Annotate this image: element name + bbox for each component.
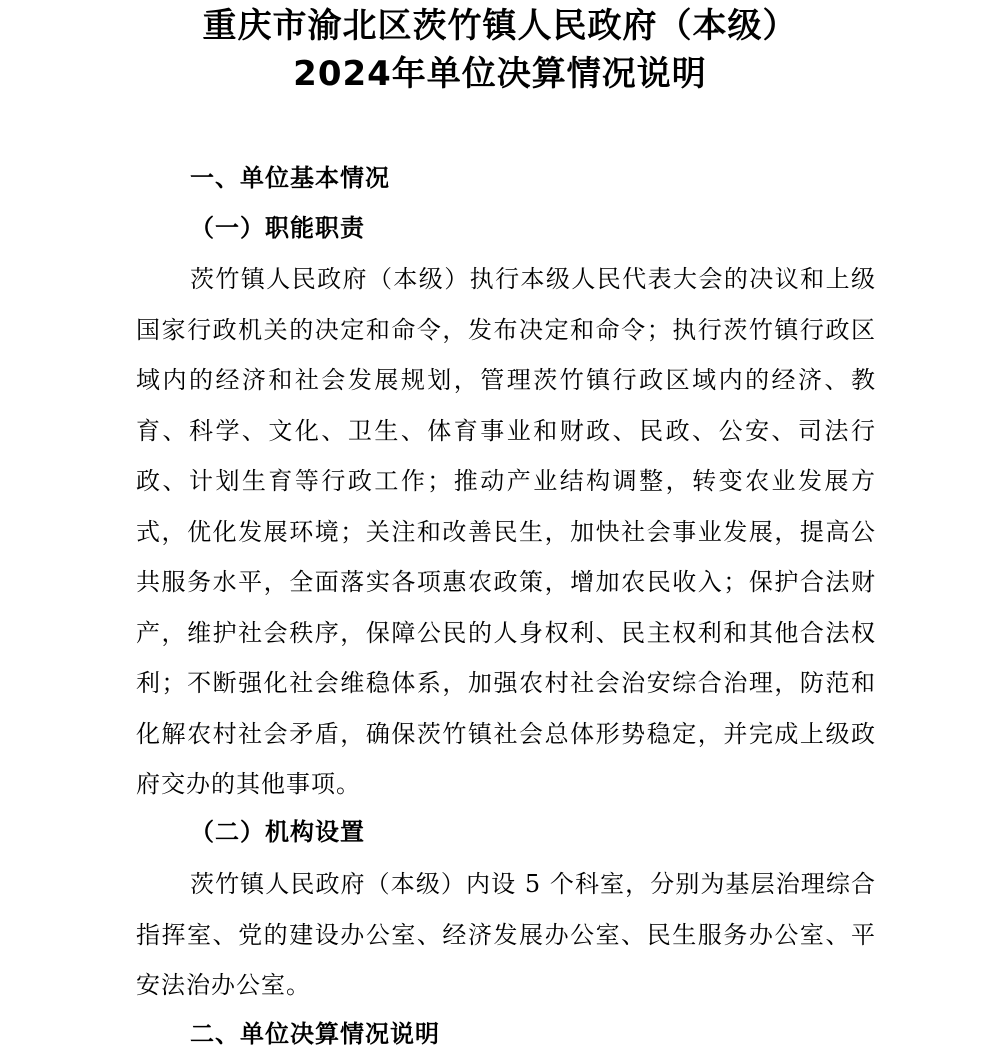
document-title-line-1: 重庆市渝北区茨竹镇人民政府（本级） (202, 6, 798, 46)
section-2-heading: 二、单位决算情况说明 (190, 1020, 440, 1048)
section-1-heading: 一、单位基本情况 (190, 164, 390, 192)
document-title-line-2: 2024年单位决算情况说明 (293, 54, 707, 94)
organization-paragraph: 茨竹镇人民政府（本级）内设 5 个科室，分别为基层治理综合指挥室、党的建设办公室、经济发展办公室、民生服务办公室、平安法治办公室。 (136, 870, 876, 999)
functions-paragraph: 茨竹镇人民政府（本级）执行本级人民代表大会的决议和上级国家行政机关的决定和命令，发布决定和命令；执行茨竹镇行政区域内的经济和社会发展规划，管理茨竹镇行政区域内的经济、教育、科学、文化、卫生、体育事业和财政、民政、公安、司法行政、计划生育等行政工作；推动产业结构调整，转变农业发展方式，优化发展环境；关注和改善民生，加快社会事业发展，提高公共服务水平，全面落实各项惠农政策，增加农民收入；保护合法财产，维护社会秩序，保障公民的人身权利、民主权利和其他合法权利；不断强化社会维稳体系，加强农村社会治安综合治理，防范和化解农村社会矛盾，确保茨竹镇社会总体形势稳定，并完成上级政府交办的其他事项。 (136, 265, 876, 798)
section-1-2-heading: （二）机构设置 (190, 817, 365, 846)
section-1-1-heading: （一）职能职责 (190, 213, 365, 242)
